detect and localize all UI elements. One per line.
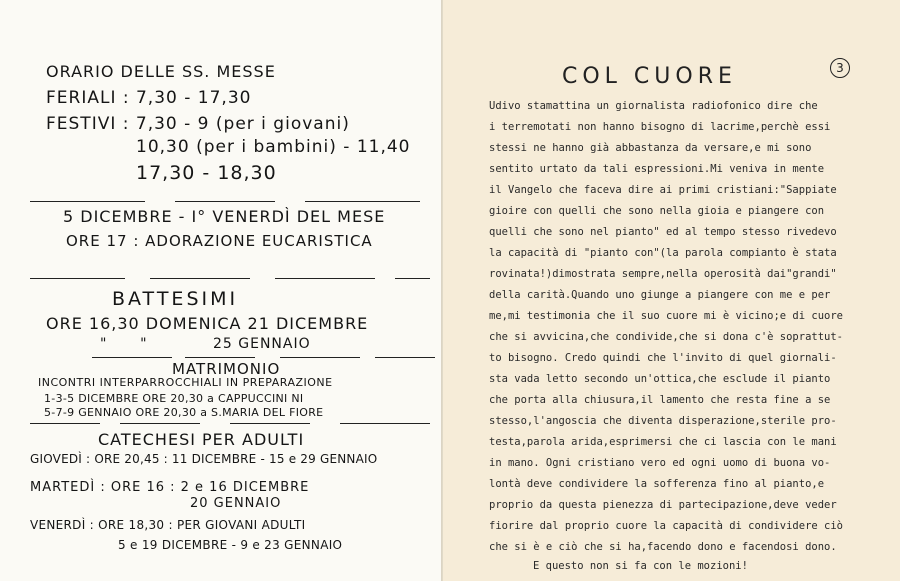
venerdi-line-2: 5 e 19 DICEMBRE - 9 e 23 GENNAIO xyxy=(118,538,343,552)
article-line: stessi ne hanno già abbastanza da versare,e mi sono xyxy=(489,142,812,154)
separator-line xyxy=(120,423,200,424)
battesimi-line-2: " " 25 GENNAIO xyxy=(100,336,311,352)
separator-line xyxy=(230,423,310,424)
separator-line xyxy=(280,357,360,358)
article-line: i terremotati non hanno bisogno di lacrime,perchè essi xyxy=(489,121,831,133)
article-line: proprio da questa pienezza di partecipazione,deve veder xyxy=(489,499,837,511)
article-line: gioire con quelli che sono nella gioia e piangere con xyxy=(489,205,825,217)
venerdi-line-1: VENERDÌ : ORE 18,30 : PER GIOVANI ADULTI xyxy=(30,518,306,532)
separator-line xyxy=(92,357,172,358)
separator-line xyxy=(175,201,275,202)
separator-line xyxy=(375,357,435,358)
article-line: fiorire dal proprio cuore la capacità di condividere ciò xyxy=(489,520,844,532)
article-title: COL CUORE xyxy=(562,64,737,89)
battesimi-title: BATTESIMI xyxy=(112,288,239,310)
separator-line xyxy=(305,201,420,202)
article-line: testa,parola arida,esprimersi che ci lascia con le mani xyxy=(489,436,837,448)
festivi-line-3: 17,30 - 18,30 xyxy=(136,162,277,184)
article-line: la capacità di "pianto con"(la parola compianto è stata xyxy=(489,247,837,259)
festivi-line-1: FESTIVI : 7,30 - 9 (per i giovani) xyxy=(46,114,350,134)
separator-line xyxy=(30,278,125,279)
article-line: sta vada letto secondo un'ottica,che esclude il pianto xyxy=(489,373,831,385)
adorazione-line: ORE 17 : ADORAZIONE EUCARISTICA xyxy=(66,232,373,250)
separator-line xyxy=(30,423,100,424)
article-line: che si avvicina,che condivide,che si dona c'è soprattut- xyxy=(489,331,844,343)
article-closing-line: E questo non si fa con le mozioni! xyxy=(533,560,748,572)
martedi-line-1: MARTEDÌ : ORE 16 : 2 e 16 DICEMBRE xyxy=(30,480,310,495)
article-line: me,mi testimonia che il suo cuore mi è vicino;e di cuore xyxy=(489,310,844,322)
article-line: rovinata!)dimostrata sempre,nella operosità dai"grandi" xyxy=(489,268,837,280)
article-line: della carità.Quando uno giunge a piangere con me e per xyxy=(489,289,831,301)
separator-line xyxy=(30,201,145,202)
page-number: 3 xyxy=(830,58,850,78)
battesimi-line-1: ORE 16,30 DOMENICA 21 DICEMBRE xyxy=(46,314,369,333)
martedi-line-2: 20 GENNAIO xyxy=(190,496,282,511)
article-line: stesso,l'angoscia che diventa disperazione,sterile pro- xyxy=(489,415,837,427)
left-page xyxy=(0,0,443,581)
article-line: il Vangelo che faceva dire ai primi cristiani:"Sappiate xyxy=(489,184,837,196)
article-line: quelli che sono nel pianto" ed al tempo stesso rivedevo xyxy=(489,226,837,238)
article-line: che porta alla chiusura,il lamento che resta fine a se xyxy=(489,394,831,406)
article-line: lontà deve condividere la sofferenza fino al pianto,e xyxy=(489,478,825,490)
separator-line xyxy=(275,278,375,279)
article-line: Udivo stamattina un giornalista radiofonico dire che xyxy=(489,100,818,112)
festivi-line-2: 10,30 (per i bambini) - 11,40 xyxy=(136,137,411,157)
matrimonio-title: MATRIMONIO xyxy=(172,360,281,378)
separator-line xyxy=(340,423,430,424)
separator-line xyxy=(395,278,430,279)
article-line: sentito urtato da tali espressioni.Mi veniva in mente xyxy=(489,163,825,175)
catechesi-title: CATECHESI PER ADULTI xyxy=(98,430,305,449)
article-line: to bisogno. Credo quindi che l'invito di quel giornali- xyxy=(489,352,837,364)
separator-line xyxy=(185,357,255,358)
separator-line xyxy=(150,278,250,279)
article-line: in mano. Ogni cristiano vero ed ogni uomo di buona vo- xyxy=(489,457,831,469)
giovedi-line: GIOVEDÌ : ORE 20,45 : 11 DICEMBRE - 15 e 29 GENNAIO xyxy=(30,452,378,466)
article-line: che si è e ciò che si ha,facendo dono e facendosi dono. xyxy=(489,541,837,553)
feriali-line: FERIALI : 7,30 - 17,30 xyxy=(46,88,252,108)
matrimonio-line-1: INCONTRI INTERPARROCCHIALI IN PREPARAZIONE xyxy=(38,376,333,389)
orario-title: ORARIO DELLE SS. MESSE xyxy=(46,62,276,81)
matrimonio-line-2: 1-3-5 DICEMBRE ORE 20,30 a CAPPUCCINI NI xyxy=(44,392,304,405)
matrimonio-line-3: 5-7-9 GENNAIO ORE 20,30 a S.MARIA DEL FIORE xyxy=(44,406,324,419)
dicembre-venerdi-line: 5 DICEMBRE - I° VENERDÌ DEL MESE xyxy=(63,207,386,226)
